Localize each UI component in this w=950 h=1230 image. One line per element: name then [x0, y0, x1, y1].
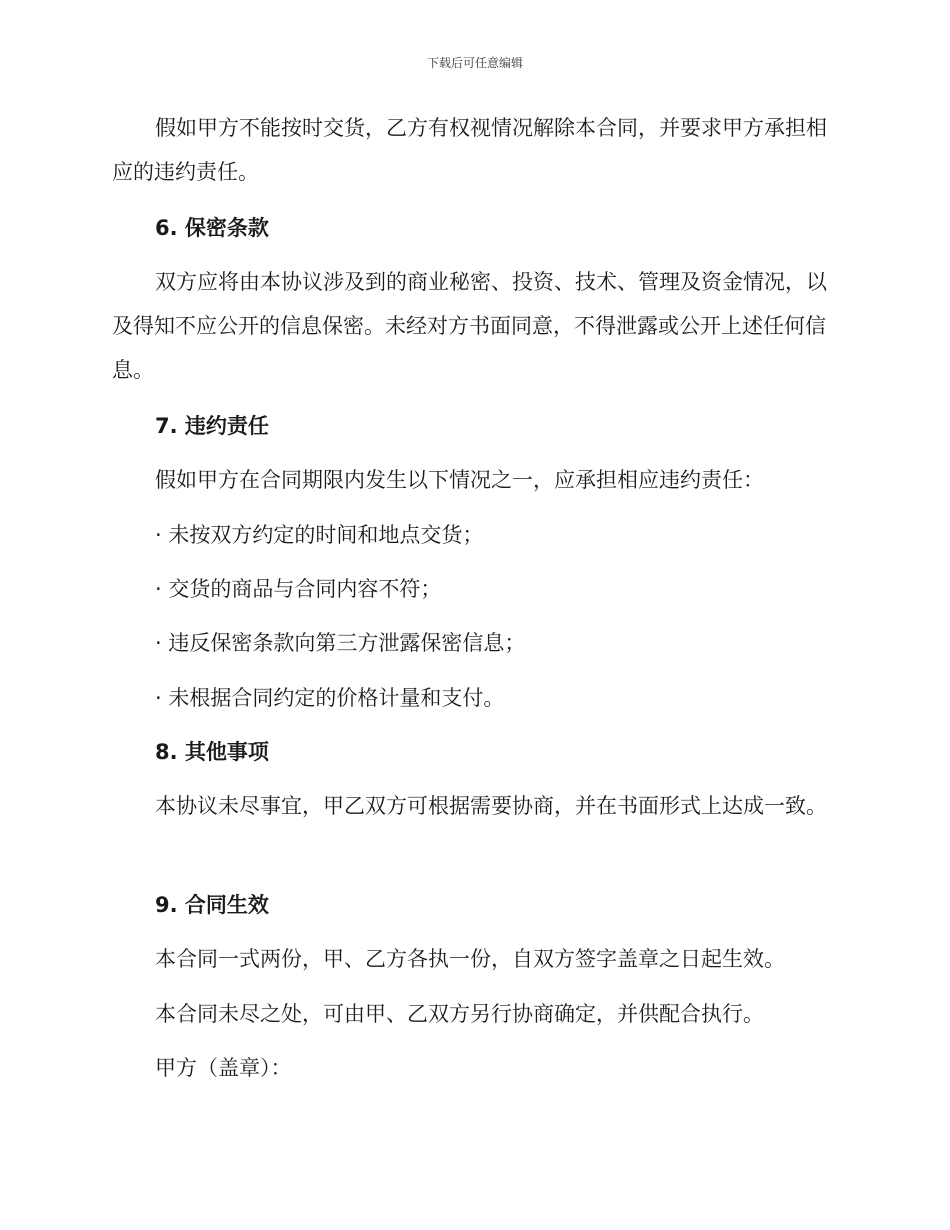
paragraph-effectiveness: 本合同一式两份，甲、乙方各执一份，自双方签字盖章之日起生效。 — [155, 947, 785, 971]
list-item: · 未根据合同约定的价格计量和支付。 — [155, 686, 505, 710]
section-heading-confidentiality: 6. 保密条款 — [155, 216, 269, 240]
section-heading-breach: 7. 违约责任 — [155, 414, 269, 438]
paragraph-supplement: 本合同未尽之处，可由甲、乙双方另行协商确定，并供配合执行。 — [155, 1002, 764, 1026]
paragraph-other-matters: 本协议未尽事宜，甲乙双方可根据需要协商，并在书面形式上达成一致。 — [155, 794, 827, 818]
header-note: 下载后可任意编辑 — [426, 56, 523, 70]
list-item: · 未按双方约定的时间和地点交货； — [155, 523, 484, 547]
paragraph-confidentiality: 双方应将由本协议涉及到的商业秘密、投资、技术、管理及资金情况，以及得知不应公开的信息保密。未经对方书面同意，不得泄露或公开上述任何信息。 — [112, 270, 827, 382]
paragraph-breach-intro: 假如甲方在合同期限内发生以下情况之一，应承担相应违约责任： — [155, 468, 764, 492]
paragraph-delivery-breach: 假如甲方不能按时交货，乙方有权视情况解除本合同，并要求甲方承担相应的违约责任。 — [112, 116, 827, 184]
list-item: · 违反保密条款向第三方泄露保密信息； — [155, 631, 526, 655]
party-a-seal-label: 甲方（盖章）： — [155, 1056, 292, 1080]
section-heading-other-matters: 8. 其他事项 — [155, 740, 269, 764]
list-item: · 交货的商品与合同内容不符； — [155, 577, 442, 601]
section-heading-effectiveness: 9. 合同生效 — [155, 893, 269, 917]
